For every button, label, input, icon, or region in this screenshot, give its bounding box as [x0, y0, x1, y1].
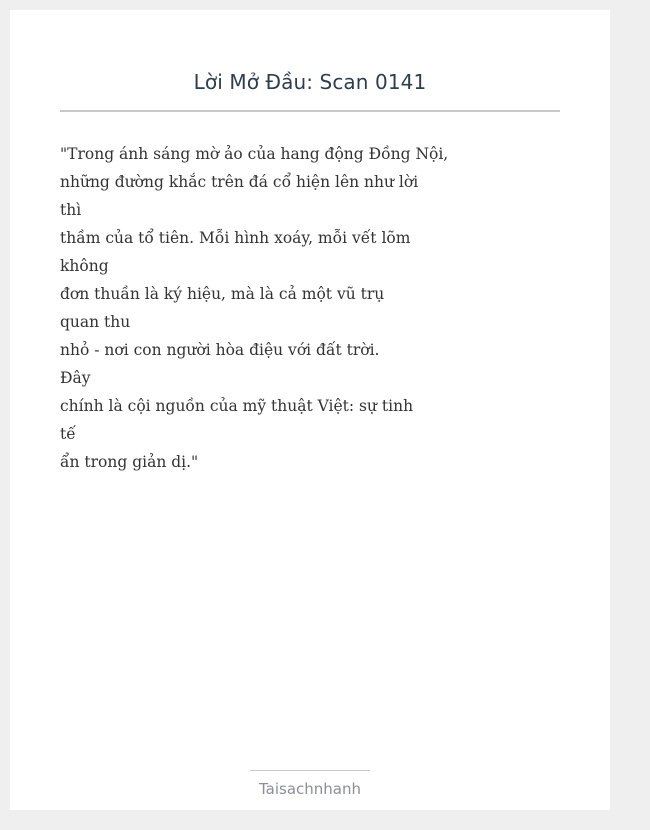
text-line: tế — [60, 425, 76, 443]
body-paragraph — [60, 140, 449, 476]
text-line: đơn thuần là ký hiệu, mà là cả một vũ trụ — [60, 285, 385, 303]
title-divider — [60, 110, 560, 112]
text-line: chính là cội nguồn của mỹ thuật Việt: sự tinh — [60, 397, 414, 415]
text-line: những đường khắc trên đá cổ hiện lên như lời — [60, 173, 419, 191]
text-line: thầm của tổ tiên. Mỗi hình xoáy, mỗi vết lõm — [60, 229, 411, 247]
text-line: thì — [60, 201, 82, 219]
text-line: quan thu — [60, 313, 131, 331]
page-footer: Taisachnhanh — [258, 780, 362, 798]
text-line: "Trong ánh sáng mờ ảo của hang động Đồng Nội, — [60, 145, 449, 163]
footer-divider — [250, 770, 370, 771]
page-title: Lời Mở Đầu: Scan 0141 — [193, 70, 427, 94]
text-line: ẩn trong giản dị." — [60, 453, 199, 471]
document-page — [10, 10, 610, 810]
text-line: nhỏ - nơi con người hòa điệu với đất trời. — [60, 341, 380, 359]
text-line: Đây — [60, 369, 91, 387]
text-line: không — [60, 257, 109, 275]
